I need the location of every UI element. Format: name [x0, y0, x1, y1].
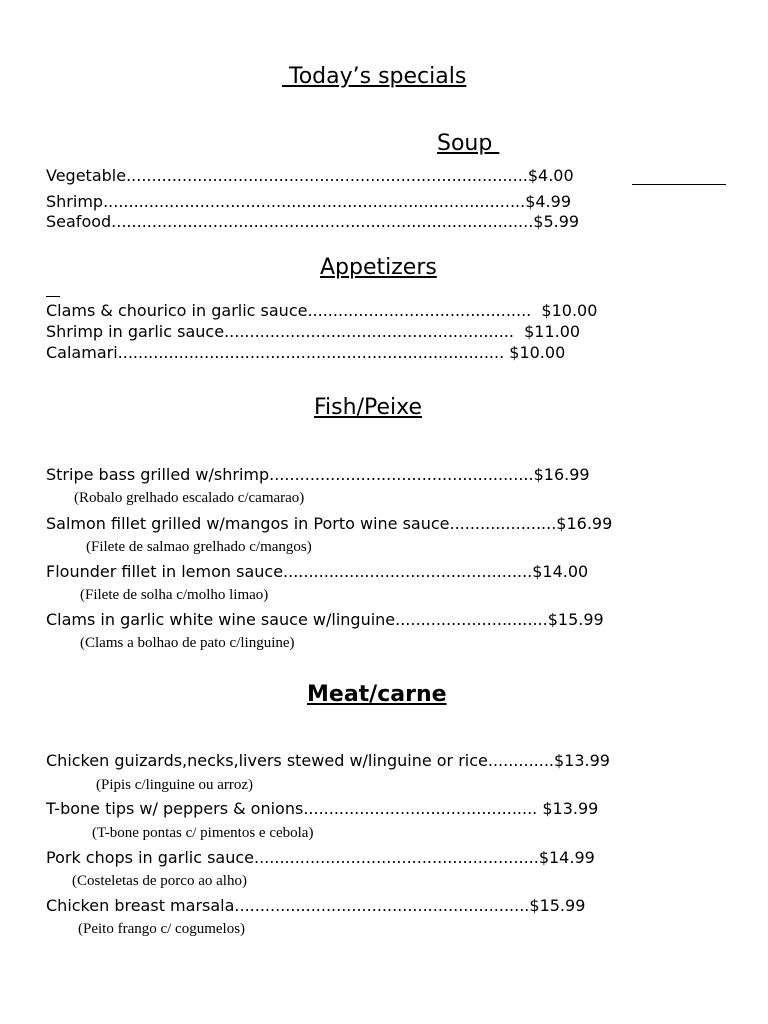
section-heading-meat: Meat/carne [307, 682, 447, 707]
section-heading-fish: Fish/Peixe [314, 395, 422, 420]
menu-item: Flounder fillet in lemon sauce.................................................$14.00 [46, 562, 589, 581]
menu-item-translation: (Pipis c/linguine ou arroz) [96, 777, 254, 793]
menu-item-translation: (Costeletas de porco ao alho) [72, 873, 247, 889]
menu-item-translation: (Clams a bolhao de pato c/linguine) [80, 635, 295, 651]
menu-item-translation: (Robalo grelhado escalado c/camarao) [74, 490, 305, 506]
menu-item: Shrimp in garlic sauce......................................................... $11.00 [46, 322, 581, 341]
menu-item-translation: (Filete de salmao grelhado c/mangos) [86, 539, 312, 555]
menu-item-translation: (Peito frango c/ cogumelos) [78, 921, 246, 937]
menu-item: Clams & chourico in garlic sauce............................................ $10.00 [46, 301, 598, 320]
menu-item-translation: (Filete de solha c/molho limao) [80, 587, 269, 603]
menu-item: Chicken breast marsala..........................................................$15.99 [46, 896, 586, 915]
menu-item-translation: (T-bone pontas c/ pimentos e cebola) [92, 825, 314, 841]
menu-item: Clams in garlic white wine sauce w/linguine..............................$15.99 [46, 610, 604, 629]
menu-item: Vegetable...............................................................................$4.00 [46, 166, 574, 185]
menu-item: Chicken guizards,necks,livers stewed w/linguine or rice.............$13.99 [46, 751, 610, 770]
menu-item: Pork chops in garlic sauce........................................................$14.99 [46, 848, 595, 867]
menu-item: Stripe bass grilled w/shrimp....................................................$16.99 [46, 465, 590, 484]
menu-item: Calamari............................................................................ $10.00 [46, 343, 566, 362]
section-heading-soup: Soup [437, 131, 500, 156]
section-heading-appetizers: Appetizers [320, 255, 437, 280]
menu-item: Shrimp...................................................................................$4.99 [46, 192, 571, 211]
page-title: Today’s specials [282, 64, 467, 89]
menu-item: Salmon fillet grilled w/mangos in Porto wine sauce.....................$16.99 [46, 514, 613, 533]
decorative-rule [46, 296, 60, 297]
menu-item: Seafood...................................................................................$5.99 [46, 212, 580, 231]
underline-rule [632, 184, 726, 185]
menu-item: T-bone tips w/ peppers & onions.............................................. $13.99 [46, 799, 599, 818]
